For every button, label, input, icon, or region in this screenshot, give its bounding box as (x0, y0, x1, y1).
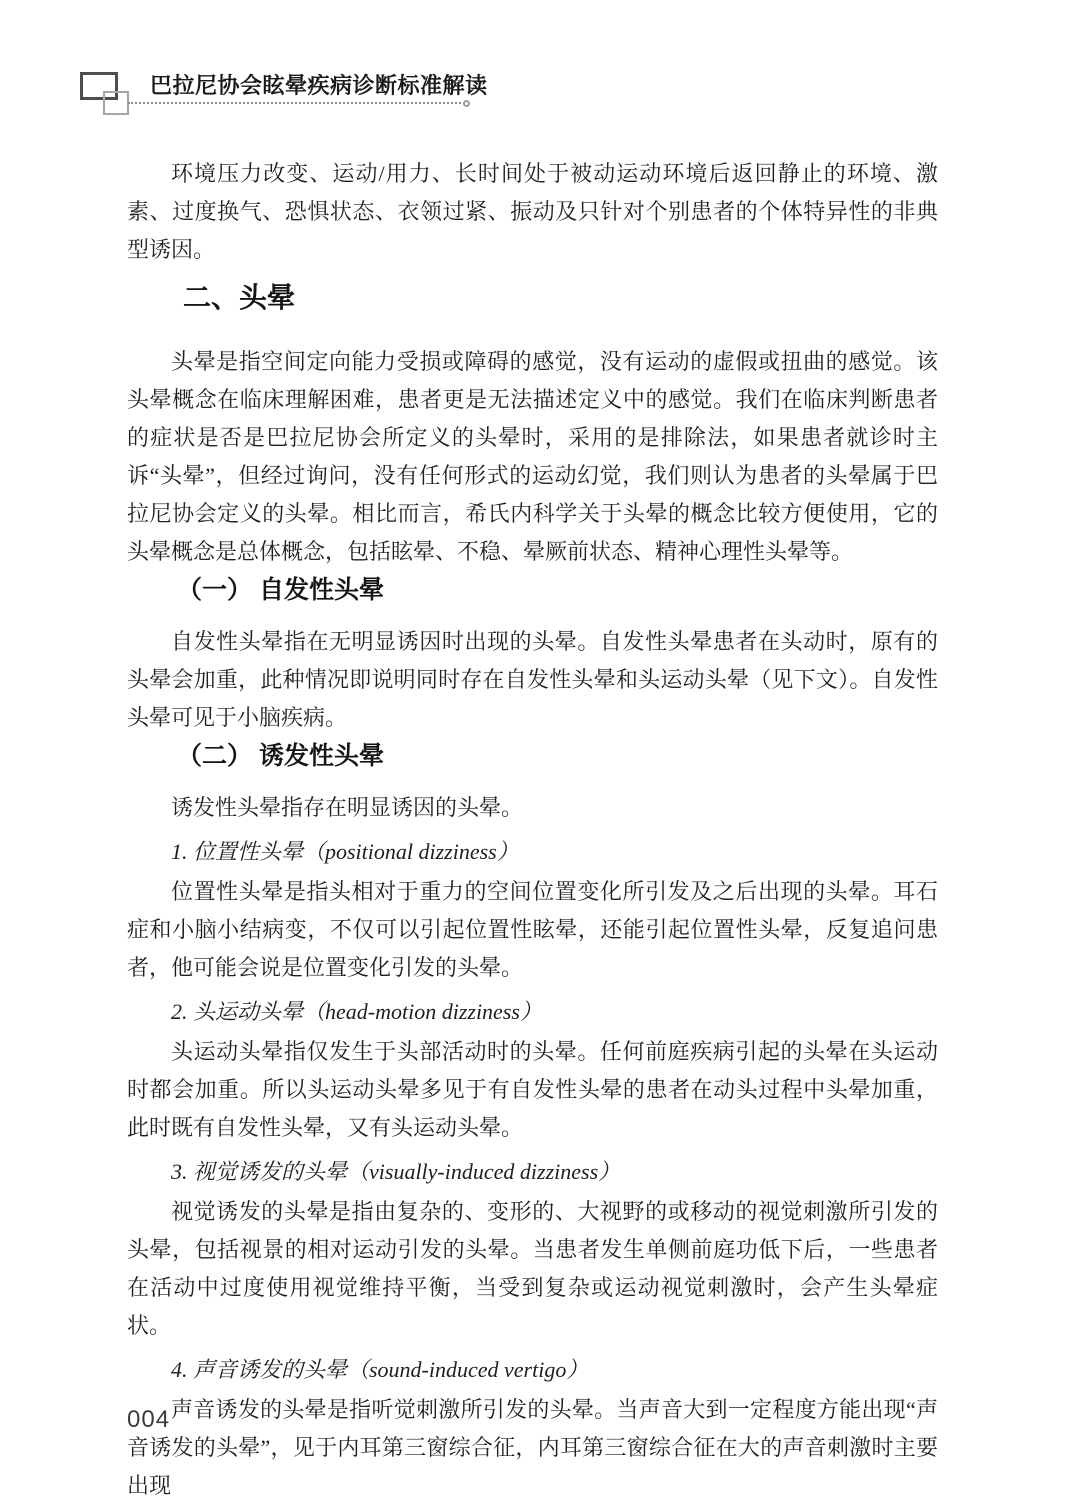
intro-paragraph: 环境压力改变、运动/用力、长时间处于被动运动环境后返回静止的环境、激素、过度换气、恐惧状态、衣领过紧、振动及只针对个别患者的个体特异性的非典型诱因。 (127, 161, 938, 262)
page-content (127, 155, 938, 1505)
dotted-line (128, 102, 461, 104)
logo-icon (80, 72, 132, 118)
item-3-paragraph: 视觉诱发的头晕是指由复杂的、变形的、大视野的或移动的视觉刺激所引发的头晕，包括视景的相对运动引发的头晕。当患者发生单侧前庭功低下后，一些患者在活动中过度使用视觉维持平衡，当受到复杂或运动视觉刺激时，会产生头晕症状。 (127, 1199, 938, 1338)
subsection-2-lead: 诱发性头晕指存在明显诱因的头晕。 (171, 795, 524, 820)
logo-square-light (103, 91, 129, 115)
rule-end-circle-icon (463, 100, 470, 107)
page-header (0, 0, 1080, 155)
section-paragraph: 头晕是指空间定向能力受损或障碍的感觉，没有运动的虚假或扭曲的感觉。该头晕概念在临床理解困难，患者更是无法描述定义中的感觉。我们在临床判断患者的症状是否是巴拉尼协会所定义的头晕时，采用的是排除法，如果患者就诊时主诉“头晕”，但经过询问，没有任何形式的运动幻觉，我们则认为患者的头晕属于巴拉尼协会定义的头晕。相比而言，希氏内科学关于头晕的概念比较方便使用，它的头晕概念是总体概念，包括眩晕、不稳、晕厥前状态、精神心理性头晕等。 (127, 349, 938, 564)
item-2-paragraph: 头运动头晕指仅发生于头部活动时的头晕。任何前庭疾病引起的头晕在头运动时都会加重。所以头运动头晕多见于有自发性头晕的患者在动头过程中头晕加重，此时既有自发性头晕，又有头运动头晕。 (127, 1039, 938, 1140)
subsection-1-title: （一） 自发性头晕 (177, 576, 384, 604)
subsection-1-paragraph: 自发性头晕指在无明显诱因时出现的头晕。自发性头晕患者在头动时，原有的头晕会加重，此种情况即说明同时存在自发性头晕和头运动头晕（见下文）。自发性头晕可见于小脑疾病。 (127, 629, 938, 730)
subsection-2-title: （二） 诱发性头晕 (177, 742, 384, 770)
item-2-heading: 2. 头运动头晕（head-motion dizziness） (171, 999, 542, 1024)
item-3-heading: 3. 视觉诱发的头晕（visually-induced dizziness） (171, 1159, 621, 1184)
dotted-rule (128, 97, 470, 109)
item-4-heading: 4. 声音诱发的头晕（sound-induced vertigo） (171, 1357, 589, 1382)
item-1-paragraph: 位置性头晕是指头相对于重力的空间位置变化所引发及之后出现的头晕。耳石症和小脑小结病变，不仅可以引起位置性眩晕，还能引起位置性头晕，反复追问患者，他可能会说是位置变化引发的头晕。 (127, 879, 938, 980)
item-1-heading: 1. 位置性头晕（positional dizziness） (171, 839, 519, 864)
book-title: 巴拉尼协会眩晕疾病诊断标准解读 (150, 73, 488, 98)
section-title: 二、头晕 (183, 282, 296, 313)
item-4-paragraph: 声音诱发的头晕是指听觉刺激所引发的头晕。当声音大到一定程度方能出现“声音诱发的头晕”，见于内耳第三窗综合征，内耳第三窗综合征在大的声音刺激时主要出现 (127, 1397, 938, 1498)
page-number: 004 (127, 1406, 171, 1433)
